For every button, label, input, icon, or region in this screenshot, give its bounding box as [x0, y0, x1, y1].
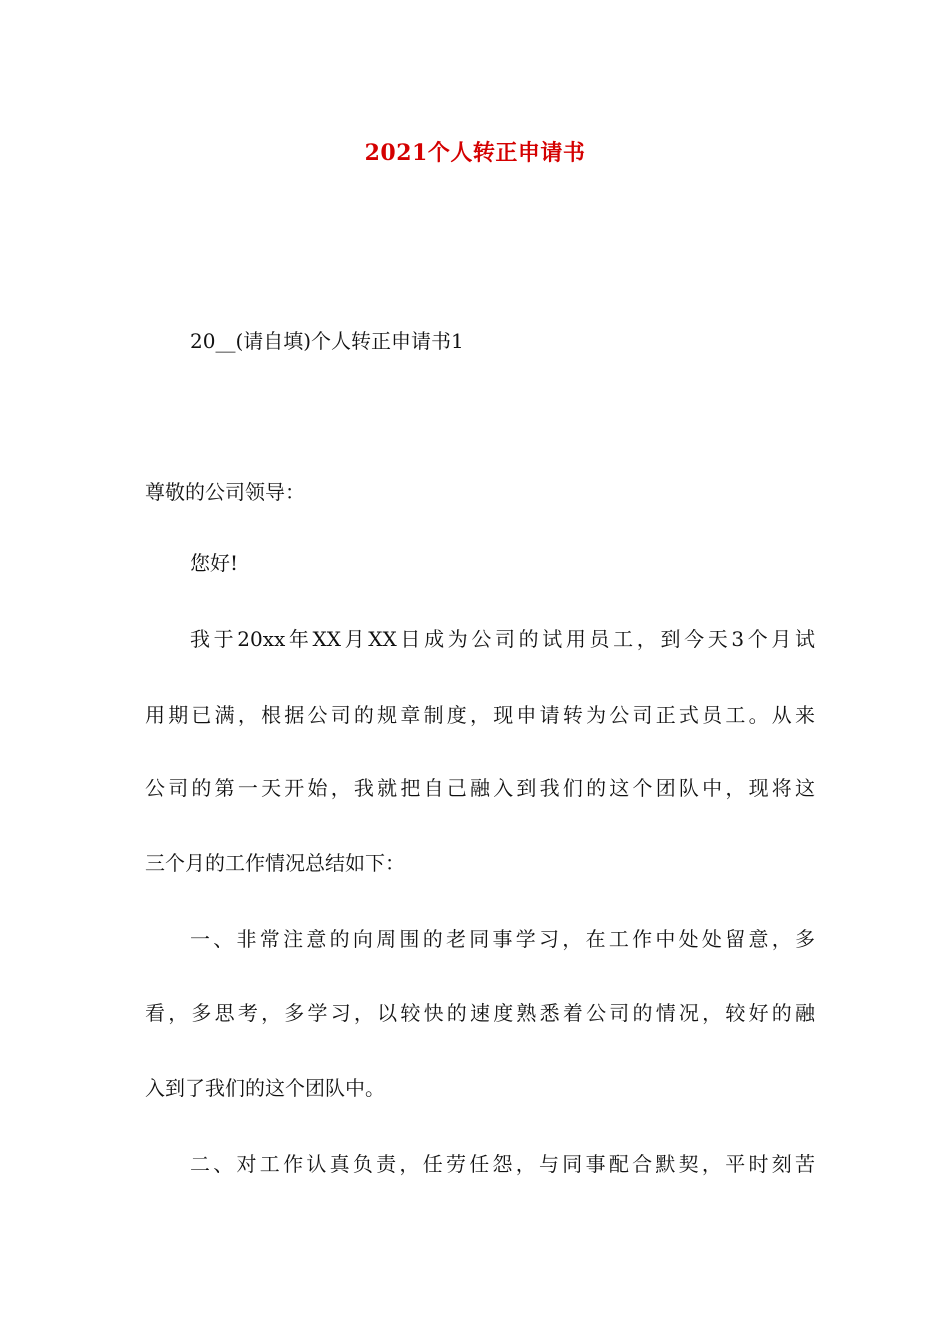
section-heading: 20__(请自填)个人转正申请书1 [190, 329, 464, 353]
paragraph-2-line-1: 一、非常注意的向周围的老同事学习，在工作中处处留意，多 [190, 927, 815, 951]
paragraph-3-line-1: 二、对工作认真负责，任劳任怨，与同事配合默契，平时刻苦 [190, 1152, 815, 1176]
paragraph-2-line-3: 入到了我们的这个团队中。 [145, 1076, 385, 1100]
paragraph-1-line-2: 用期已满，根据公司的规章制度，现申请转为公司正式员工。从来 [145, 703, 815, 727]
greeting: 您好! [190, 551, 239, 575]
salutation: 尊敬的公司领导： [145, 480, 305, 504]
paragraph-1-line-1: 我于20xx年XX月XX日成为公司的试用员工，到今天3个月试 [190, 627, 815, 651]
paragraph-1-line-3: 公司的第一天开始，我就把自己融入到我们的这个团队中，现将这 [145, 776, 815, 800]
paragraph-2-line-2: 看，多思考，多学习，以较快的速度熟悉着公司的情况，较好的融 [145, 1001, 815, 1025]
paragraph-1-line-4: 三个月的工作情况总结如下： [145, 851, 405, 875]
document-title: 2021个人转正申请书 [364, 140, 586, 166]
